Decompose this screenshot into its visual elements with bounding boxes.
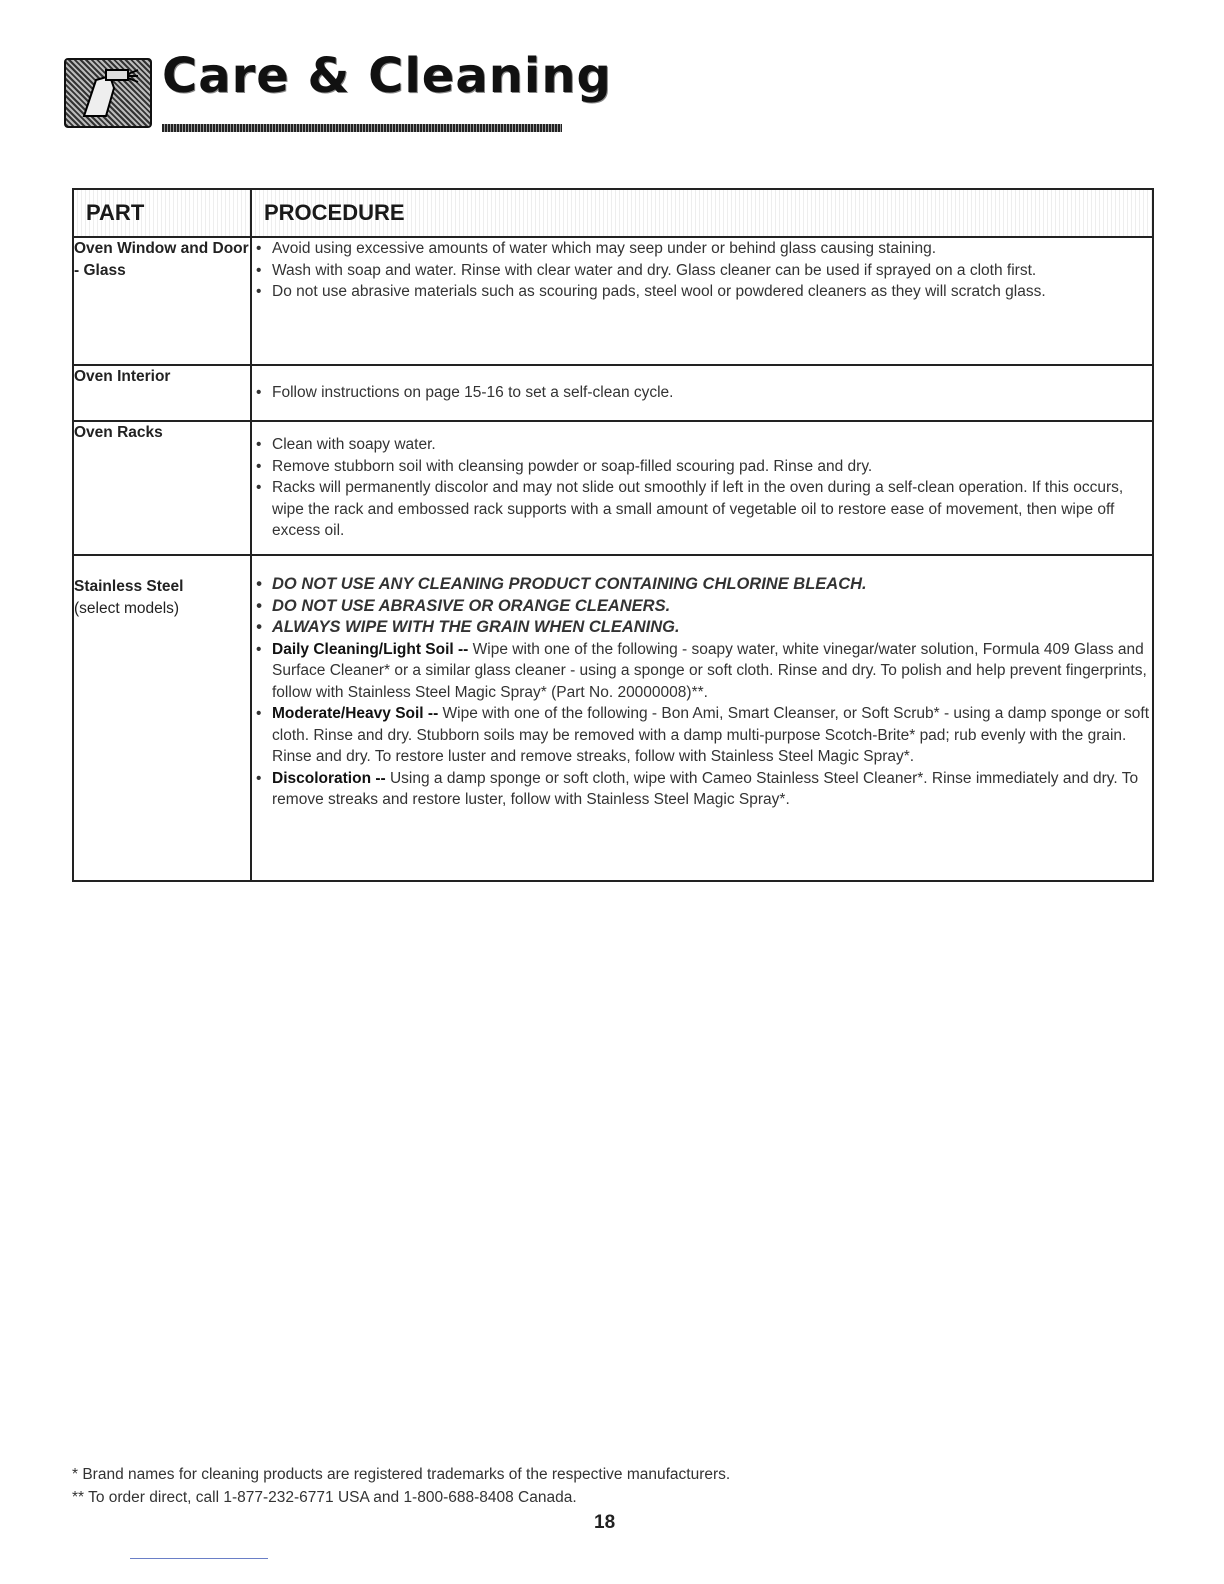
procedure-lead: Daily Cleaning/Light Soil -- [272, 640, 469, 658]
procedure-lead: Discoloration -- [272, 769, 386, 787]
spray-bottle-icon [64, 58, 152, 128]
footnote: * Brand names for cleaning products are registered trademarks of the respective manufacturers. [72, 1466, 731, 1483]
procedure-item: • Follow instructions on page 15-16 to set a self-clean cycle. [252, 382, 1152, 404]
procedure-cell [251, 237, 1153, 365]
table-row [73, 365, 1153, 421]
procedure-text: Using a damp sponge or soft cloth, wipe with Cameo Stainless Steel Cleaner*. Rinse immediately and dry. To remove streaks and restore luster, follow with Stainless Steel Magic Spray*. [272, 769, 1139, 808]
procedure-item [252, 703, 1152, 768]
page-number: 18 [594, 1512, 616, 1533]
procedure-item: • Remove stubborn soil with cleansing powder or soap-filled scouring pad. Rinse and dry. [252, 456, 1152, 478]
part-cell: Oven Interior [73, 365, 251, 421]
footnotes [72, 1463, 730, 1509]
procedure-item [252, 639, 1152, 704]
title-underline [162, 124, 562, 132]
procedure-lead: Moderate/Heavy Soil -- [272, 705, 439, 722]
procedure-cell [251, 555, 1153, 881]
part-note: (select models) [74, 599, 180, 617]
care-cleaning-table [72, 188, 1154, 882]
procedure-cell [251, 421, 1153, 555]
footnote: ** To order direct, call 1-877-232-6771 USA and 1-800-688-8408 Canada. [72, 1489, 577, 1506]
warning-item: • ALWAYS WIPE WITH THE GRAIN WHEN CLEANING. [252, 617, 1152, 639]
page-title: Care & Cleaning [162, 48, 612, 104]
column-header-part: PART [73, 189, 251, 237]
table-row [73, 421, 1153, 555]
table-row [73, 237, 1153, 365]
part-name: Stainless Steel [74, 578, 184, 595]
procedure-item: • Clean with soapy water. [252, 434, 1152, 456]
part-cell: Oven Window and Door - Glass [73, 237, 251, 365]
part-cell [73, 555, 251, 881]
warning-item: • DO NOT USE ABRASIVE OR ORANGE CLEANERS. [252, 596, 1152, 618]
table-row [73, 555, 1153, 881]
procedure-text: Wipe with one of the following - Bon Ami, Smart Cleanser, or Soft Scrub* - using a damp sponge or soft cloth. Rinse and dry. Stubborn soils may be removed with a damp multi-purpose Scotch-Brite* pad; rub evenly with the grain. Rinse and dry. To restore luster and remove streaks, follow with Stainless Steel Magic Spray*. [272, 705, 1150, 765]
procedure-item: • Wash with soap and water. Rinse with clear water and dry. Glass cleaner can be used if sprayed on a cloth first. [252, 260, 1152, 282]
table-header-row [73, 189, 1153, 237]
column-header-procedure: PROCEDURE [251, 189, 1153, 237]
page-header [64, 48, 612, 138]
procedure-item: • Racks will permanently discolor and may not slide out smoothly if left in the oven during a self-clean operation. If this occurs, wipe the rack and embossed rack supports with a small amount of vegetable oil to restore ease of movement, then wipe off excess oil. [252, 477, 1152, 542]
warning-item: • DO NOT USE ANY CLEANING PRODUCT CONTAINING CHLORINE BLEACH. [252, 574, 1152, 596]
procedure-item: • Do not use abrasive materials such as scouring pads, steel wool or powdered cleaners as they will scratch glass. [252, 281, 1152, 303]
part-cell: Oven Racks [73, 421, 251, 555]
procedure-text: Wipe with one of the following - soapy water, white vinegar/water solution, Formula 409 Glass and Surface Cleaner* or a similar glass cleaner - using a sponge or soft cloth. Rinse and dry. To polish and help prevent fingerprints, follow with Stainless Steel Magic Spray* (Part No. 20000008)**. [272, 640, 1147, 701]
procedure-cell [251, 365, 1153, 421]
divider [130, 1558, 268, 1559]
procedure-item: • Avoid using excessive amounts of water which may seep under or behind glass causing staining. [252, 238, 1152, 260]
procedure-item [252, 768, 1152, 811]
